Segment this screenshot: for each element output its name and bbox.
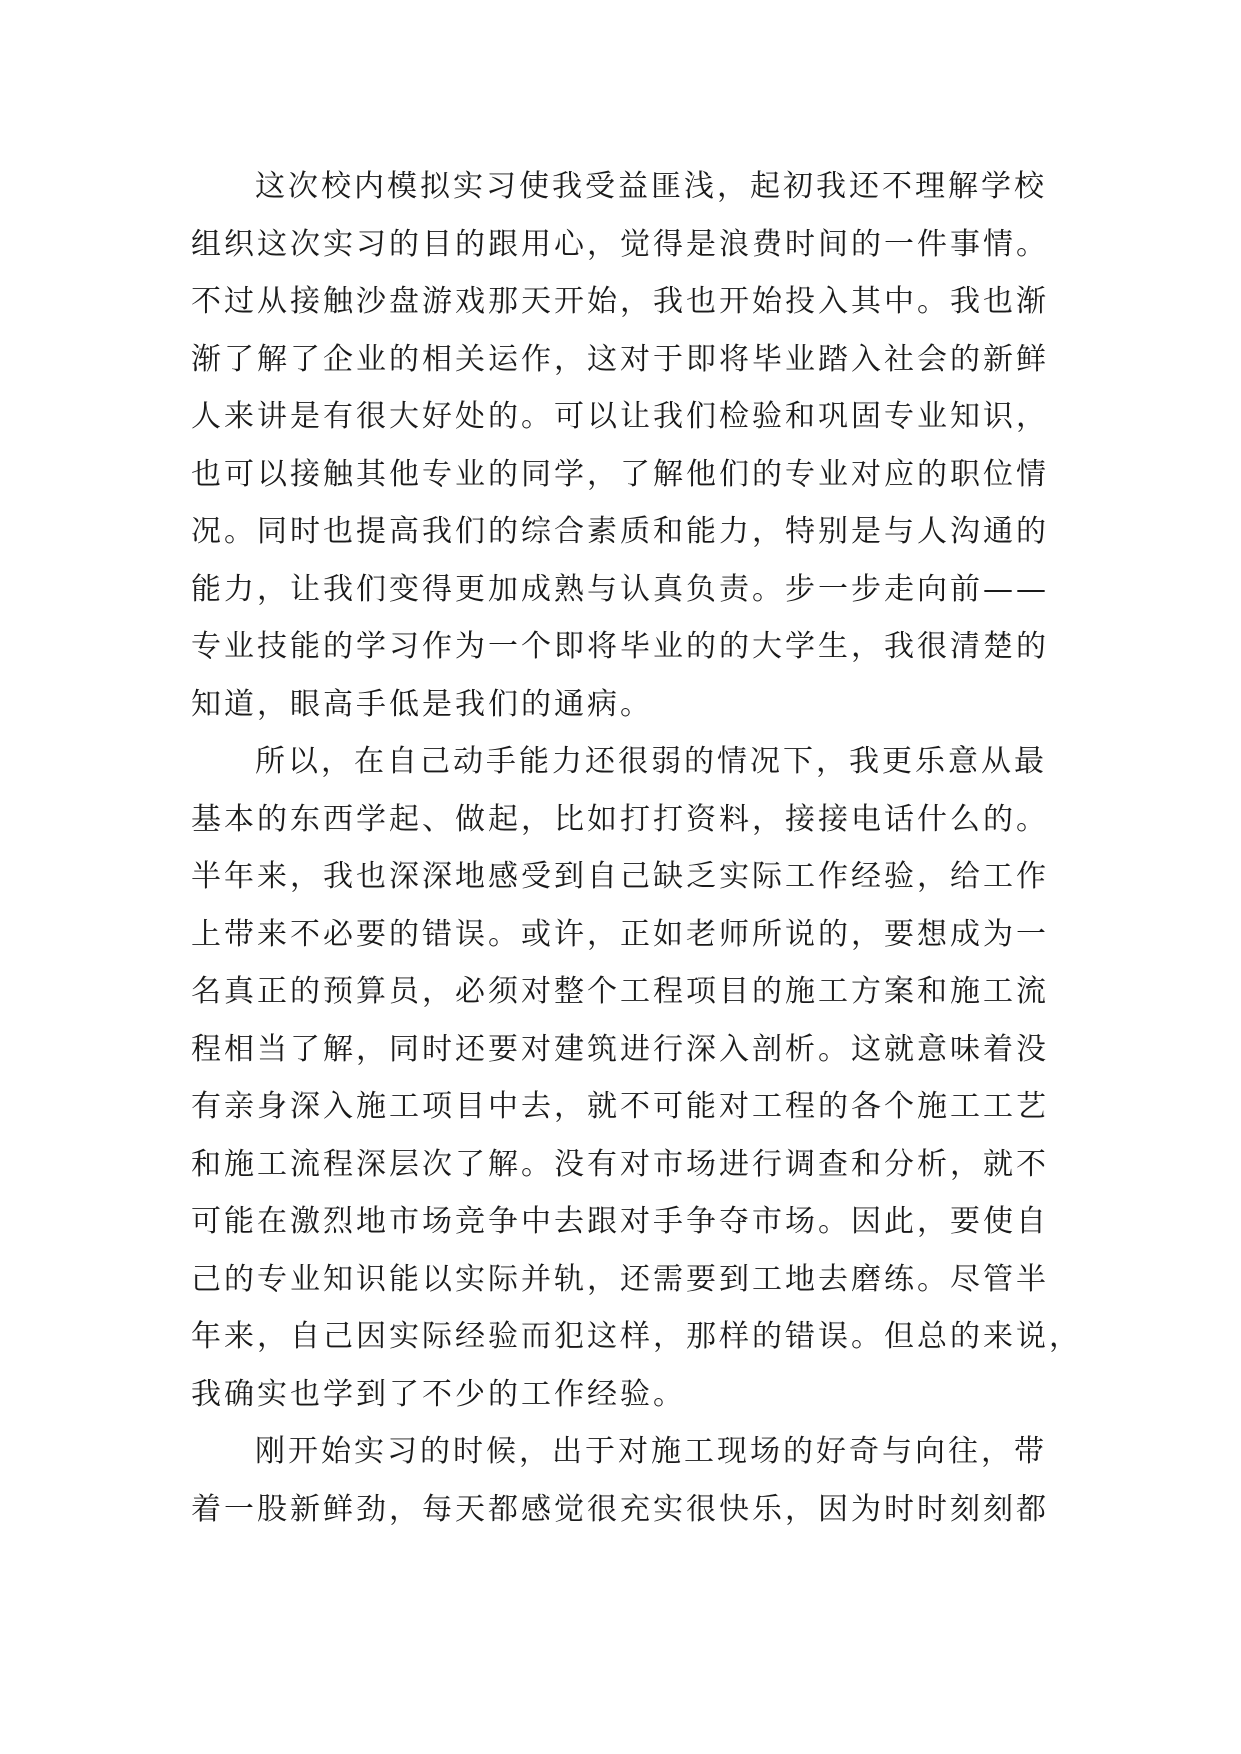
paragraph-line: 组织这次实习的目的跟用心，觉得是浪费时间的一件事情。	[191, 226, 1049, 262]
paragraph-3	[191, 1423, 1091, 1538]
paragraph-line: 人来讲是有很大好处的。可以让我们检验和巩固专业知识，	[191, 399, 1049, 434]
paragraph-line: 我确实也学到了不少的工作经验。	[191, 1376, 686, 1412]
paragraph-line: 刚开始实习的时候，出于对施工现场的好奇与向往，带	[255, 1434, 1047, 1469]
paragraph-line: 半年来，我也深深地感受到自己缺乏实际工作经验，给工作	[191, 859, 1049, 894]
paragraph-1	[191, 158, 1091, 733]
paragraph-line: 着一股新鲜劲，每天都感觉很充实很快乐，因为时时刻刻都	[191, 1491, 1049, 1527]
paragraph-line: 所以，在自己动手能力还很弱的情况下，我更乐意从最	[255, 744, 1047, 779]
paragraph-line: 己的专业知识能以实际并轨，还需要到工地去磨练。尽管半	[191, 1261, 1049, 1297]
paragraph-line: 也可以接触其他专业的同学，了解他们的专业对应的职位情	[191, 456, 1049, 492]
paragraph-line: 年来，自己因实际经验而犯这样，那样的错误。但总的来说，	[191, 1319, 1082, 1354]
paragraph-line: 基本的东西学起、做起，比如打打资料，接接电话什么的。	[191, 801, 1049, 837]
paragraph-line: 上带来不必要的错误。或许，正如老师所说的，要想成为一	[191, 916, 1049, 952]
paragraph-line: 专业技能的学习作为一个即将毕业的的大学生，我很清楚的	[191, 629, 1049, 664]
paragraph-line: 这次校内模拟实习使我受益匪浅，起初我还不理解学校	[255, 169, 1047, 204]
paragraph-line: 可能在激烈地市场竞争中去跟对手争夺市场。因此，要使自	[191, 1204, 1049, 1239]
paragraph-line: 况。同时也提高我们的综合素质和能力，特别是与人沟通的	[191, 514, 1049, 549]
paragraph-line: 有亲身深入施工项目中去，就不可能对工程的各个施工工艺	[191, 1089, 1049, 1124]
paragraph-line: 能力，让我们变得更加成熟与认真负责。步一步走向前——	[191, 571, 1049, 607]
paragraph-line: 和施工流程深层次了解。没有对市场进行调查和分析，就不	[191, 1146, 1049, 1182]
document-body	[191, 158, 1091, 1538]
paragraph-line: 程相当了解，同时还要对建筑进行深入剖析。这就意味着没	[191, 1031, 1049, 1067]
paragraph-2	[191, 733, 1091, 1423]
paragraph-line: 名真正的预算员，必须对整个工程项目的施工方案和施工流	[191, 974, 1049, 1009]
paragraph-line: 知道，眼高手低是我们的通病。	[191, 686, 653, 722]
paragraph-line: 渐了解了企业的相关运作，这对于即将毕业踏入社会的新鲜	[191, 341, 1049, 377]
paragraph-line: 不过从接触沙盘游戏那天开始，我也开始投入其中。我也渐	[191, 284, 1049, 319]
